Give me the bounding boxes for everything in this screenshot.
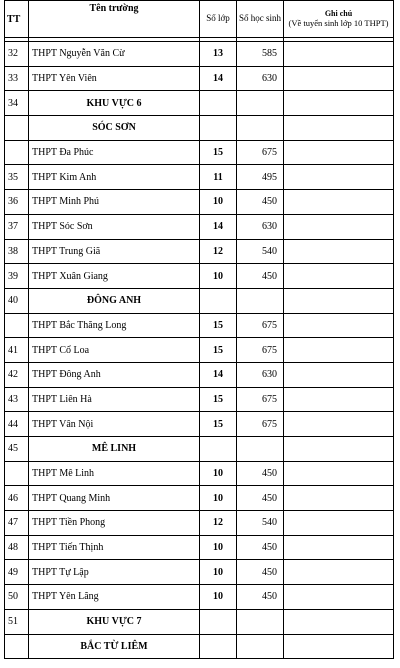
class-count: 14	[200, 214, 237, 239]
table-row	[5, 362, 394, 387]
section-title: ĐÔNG ANH	[29, 288, 200, 313]
table-row	[5, 535, 394, 560]
section-title: BẮC TỪ LIÊM	[29, 634, 200, 659]
row-number: 40	[5, 288, 29, 313]
section-title: MÊ LINH	[29, 437, 200, 462]
row-number	[5, 116, 29, 141]
student-count-cell	[237, 609, 284, 634]
notes-cell	[284, 609, 394, 634]
table-row	[5, 165, 394, 190]
table-row	[5, 190, 394, 215]
notes-cell	[284, 560, 394, 585]
class-count-cell	[200, 634, 237, 659]
school-name: THPT Yên Lãng	[29, 585, 200, 610]
notes-cell	[284, 412, 394, 437]
section-row	[5, 91, 394, 116]
student-count: 630	[237, 362, 284, 387]
notes-cell	[284, 585, 394, 610]
school-name: THPT Quang Minh	[29, 486, 200, 511]
header-notes-title: Ghi chú	[324, 8, 353, 18]
notes-cell	[284, 486, 394, 511]
student-count: 450	[237, 190, 284, 215]
student-count: 450	[237, 535, 284, 560]
student-count-cell	[237, 634, 284, 659]
notes-cell	[284, 264, 394, 289]
class-count: 10	[200, 486, 237, 511]
header-student-count: Số học sinh	[237, 1, 284, 38]
table-header-row	[5, 1, 394, 38]
class-count: 11	[200, 165, 237, 190]
class-count: 15	[200, 412, 237, 437]
class-count: 14	[200, 66, 237, 91]
class-count: 12	[200, 239, 237, 264]
section-row	[5, 288, 394, 313]
row-number: 35	[5, 165, 29, 190]
notes-cell	[284, 214, 394, 239]
school-name: THPT Bắc Thăng Long	[29, 313, 200, 338]
student-count: 675	[237, 387, 284, 412]
school-name: THPT Mê Linh	[29, 461, 200, 486]
row-number: 51	[5, 609, 29, 634]
row-number	[5, 140, 29, 165]
student-count-cell	[237, 116, 284, 141]
school-name: THPT Cổ Loa	[29, 338, 200, 363]
row-number: 46	[5, 486, 29, 511]
table-row	[5, 140, 394, 165]
school-name: THPT Vân Nội	[29, 412, 200, 437]
class-count: 10	[200, 535, 237, 560]
school-name: THPT Đông Anh	[29, 362, 200, 387]
table-row	[5, 66, 394, 91]
class-count: 10	[200, 190, 237, 215]
section-row	[5, 634, 394, 659]
class-count: 10	[200, 585, 237, 610]
notes-cell	[284, 42, 394, 67]
header-tt: TT	[5, 1, 29, 38]
class-count: 10	[200, 461, 237, 486]
section-row	[5, 116, 394, 141]
class-count: 15	[200, 387, 237, 412]
class-count-cell	[200, 91, 237, 116]
row-number: 44	[5, 412, 29, 437]
class-count: 10	[200, 560, 237, 585]
school-name: THPT Trung Giã	[29, 239, 200, 264]
header-notes-subtitle: (Về tuyển sinh lớp 10 THPT)	[288, 17, 389, 28]
student-count: 450	[237, 486, 284, 511]
school-name: THPT Yên Viên	[29, 66, 200, 91]
row-number: 43	[5, 387, 29, 412]
table-row	[5, 338, 394, 363]
class-count: 15	[200, 313, 237, 338]
student-count-cell	[237, 288, 284, 313]
row-number: 50	[5, 585, 29, 610]
student-count-cell	[237, 91, 284, 116]
notes-cell	[284, 190, 394, 215]
class-count: 14	[200, 362, 237, 387]
class-count: 10	[200, 264, 237, 289]
row-number: 47	[5, 511, 29, 536]
class-count: 12	[200, 511, 237, 536]
table-row	[5, 239, 394, 264]
notes-cell	[284, 387, 394, 412]
table-row	[5, 486, 394, 511]
school-name: THPT Đa Phúc	[29, 140, 200, 165]
table-row	[5, 387, 394, 412]
row-number: 38	[5, 239, 29, 264]
student-count: 540	[237, 239, 284, 264]
header-school-name: Tên trường	[29, 1, 200, 38]
table-row	[5, 560, 394, 585]
row-number: 48	[5, 535, 29, 560]
notes-cell	[284, 140, 394, 165]
school-name: THPT Nguyễn Văn Cừ	[29, 42, 200, 67]
class-count-cell	[200, 288, 237, 313]
notes-cell	[284, 338, 394, 363]
school-name: THPT Tiến Thịnh	[29, 535, 200, 560]
table-row	[5, 511, 394, 536]
table-row	[5, 585, 394, 610]
row-number	[5, 313, 29, 338]
row-number	[5, 634, 29, 659]
school-name: THPT Tự Lập	[29, 560, 200, 585]
row-number: 49	[5, 560, 29, 585]
notes-cell	[284, 313, 394, 338]
section-title: KHU VỰC 7	[29, 609, 200, 634]
row-number: 45	[5, 437, 29, 462]
row-number: 41	[5, 338, 29, 363]
student-count-cell	[237, 437, 284, 462]
row-number: 32	[5, 42, 29, 67]
notes-cell	[284, 116, 394, 141]
student-count: 495	[237, 165, 284, 190]
row-number: 42	[5, 362, 29, 387]
student-count: 585	[237, 42, 284, 67]
table-row	[5, 461, 394, 486]
section-title: SÓC SƠN	[29, 116, 200, 141]
class-count-cell	[200, 116, 237, 141]
student-count: 450	[237, 560, 284, 585]
notes-cell	[284, 437, 394, 462]
student-count: 675	[237, 338, 284, 363]
school-name: THPT Liên Hà	[29, 387, 200, 412]
student-count: 450	[237, 461, 284, 486]
school-name: THPT Minh Phú	[29, 190, 200, 215]
class-count: 13	[200, 42, 237, 67]
notes-cell	[284, 66, 394, 91]
header-class-count: Số lớp	[200, 1, 237, 38]
row-number: 37	[5, 214, 29, 239]
student-count: 675	[237, 313, 284, 338]
student-count: 630	[237, 66, 284, 91]
table-row	[5, 264, 394, 289]
notes-cell	[284, 362, 394, 387]
class-count: 15	[200, 140, 237, 165]
student-count: 540	[237, 511, 284, 536]
section-row	[5, 437, 394, 462]
table-row	[5, 214, 394, 239]
row-number: 33	[5, 66, 29, 91]
notes-cell	[284, 634, 394, 659]
section-row	[5, 609, 394, 634]
notes-cell	[284, 461, 394, 486]
section-title: KHU VỰC 6	[29, 91, 200, 116]
student-count: 630	[237, 214, 284, 239]
table-row	[5, 412, 394, 437]
school-name: THPT Sóc Sơn	[29, 214, 200, 239]
row-number	[5, 461, 29, 486]
notes-cell	[284, 288, 394, 313]
notes-cell	[284, 165, 394, 190]
student-count: 675	[237, 412, 284, 437]
class-count-cell	[200, 609, 237, 634]
student-count: 450	[237, 264, 284, 289]
notes-cell	[284, 239, 394, 264]
notes-cell	[284, 511, 394, 536]
header-notes	[284, 1, 394, 38]
row-number: 39	[5, 264, 29, 289]
notes-cell	[284, 535, 394, 560]
row-number: 36	[5, 190, 29, 215]
row-number: 34	[5, 91, 29, 116]
student-count: 675	[237, 140, 284, 165]
notes-cell	[284, 91, 394, 116]
school-name: THPT Kim Anh	[29, 165, 200, 190]
school-name: THPT Tiền Phong	[29, 511, 200, 536]
class-count: 15	[200, 338, 237, 363]
table-row	[5, 42, 394, 67]
school-name: THPT Xuân Giang	[29, 264, 200, 289]
class-count-cell	[200, 437, 237, 462]
school-quota-table	[4, 0, 394, 659]
student-count: 450	[237, 585, 284, 610]
table-row	[5, 313, 394, 338]
